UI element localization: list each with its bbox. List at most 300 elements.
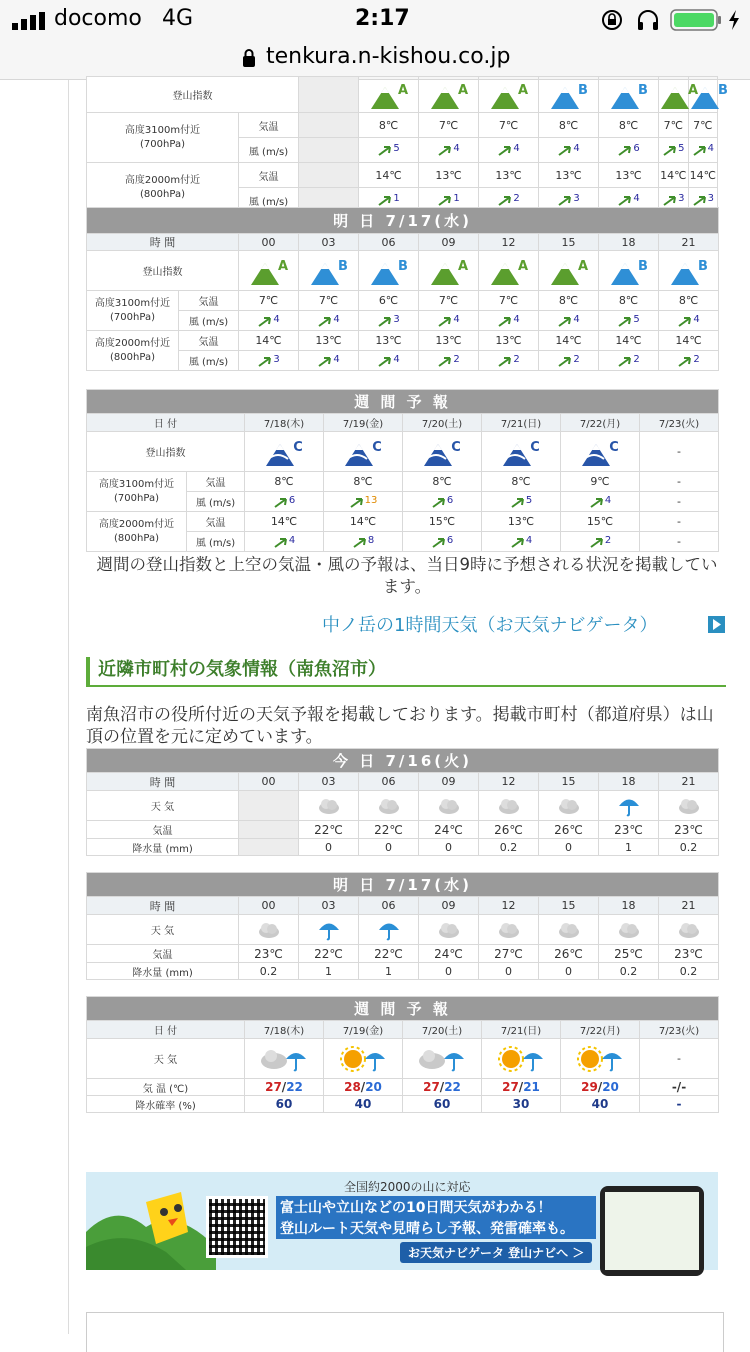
wind-speed: 4 [393,353,400,365]
temp-label: 気温 [187,512,245,532]
wind-speed: 5 [678,143,685,154]
rotation-lock-icon [601,9,623,35]
wind-cell [599,311,659,331]
wind-arrow-icon [617,314,633,328]
table-title: 今 日 7/16(火) [87,749,719,773]
wind-arrow-icon [437,143,453,157]
climb-grade-cell [599,77,659,113]
climb-grade-cell: - [640,432,719,472]
climb-grade-cell [479,77,539,113]
wind-cell [239,351,299,371]
temp-cell: 8℃ [539,291,599,311]
rain-weather-icon [616,795,642,817]
date-cell: 7/18(木) [245,414,324,432]
wind-cell [419,311,479,331]
low-temp: 21 [523,1080,540,1094]
wind-speed: 4 [525,534,533,546]
time-cell: 18 [599,234,659,251]
wind-speed: 2 [513,353,520,365]
time-cell: 00 [239,897,299,915]
weather-cell [324,1039,403,1079]
weather-cell [561,1039,640,1079]
hourly-weather-link-text[interactable]: 中ノ岳の1時間天気（お天気ナビゲータ） [322,615,658,636]
climb-grade-b-icon [669,256,709,286]
wind-arrow-icon [317,354,333,368]
wind-arrow-icon [557,143,573,157]
wind-speed: 4 [288,534,296,546]
temp-cell: 7℃ [419,113,479,138]
network-type: 4G [162,6,194,31]
wind-speed: 4 [573,143,580,154]
wind-cell [659,311,719,331]
wind-speed: 4 [604,494,612,506]
temp-cell: 15℃ [403,512,482,532]
climb-grade-cell [539,251,599,291]
precip-cell: 0 [419,963,479,980]
precip-cell: 1 [599,839,659,856]
weather-label: 天 気 [87,1039,245,1079]
wind-cell [324,532,403,552]
city-weekly-table [86,996,719,1113]
cloud-weather-icon [496,920,522,940]
climb-grade-cell [599,251,659,291]
temp-cell: 13℃ [539,163,599,188]
climb-index-label: 登山指数 [87,432,245,472]
precip-cell: 0 [419,839,479,856]
temp-cell: 7℃ [419,291,479,311]
high-temp: 29 [581,1080,598,1094]
time-cell: 18 [599,897,659,915]
wind-arrow-icon [352,535,368,549]
weather-cell [539,915,599,945]
temp-cell: 22℃ [359,945,419,963]
svg-text:A: A [397,82,408,98]
wind-cell [539,138,599,163]
high-temp: 27 [502,1080,519,1094]
temp-cell: 9℃ [561,472,640,492]
hourly-weather-link[interactable] [322,611,657,637]
weather-cell [299,791,359,821]
wind-cell: - [640,532,719,552]
temp-cell: - [640,512,719,532]
climb-grade-c-icon [264,437,304,467]
wind-arrow-icon [510,495,526,509]
wind-arrow-icon [431,495,447,509]
next-section-box [86,1312,724,1352]
temp-label: 気 温 (℃) [87,1079,245,1096]
wind-arrow-icon [497,354,513,368]
temp-cell: 14℃ [324,512,403,532]
wind-arrow-icon [257,314,273,328]
weather-cell [539,791,599,821]
low-temp: 22 [444,1080,461,1094]
weather-label: 天 気 [87,791,239,821]
weather-cell [599,915,659,945]
wind-cell [403,532,482,552]
svg-text:A: A [457,82,468,98]
weather-cell [419,791,479,821]
temp-cell: 7℃ [688,113,717,138]
wind-arrow-icon [589,535,605,549]
wind-arrow-icon [497,143,513,157]
svg-text:C: C [372,439,382,455]
climb-grade-c-icon [422,437,462,467]
wind-arrow-icon [677,314,693,328]
temp-cell: 14℃ [659,331,719,351]
wind-label: 風 (m/s) [239,138,299,163]
mountain-navi-banner[interactable] [86,1172,718,1270]
time-cell: 03 [299,773,359,791]
grey-cell [299,163,359,188]
temp-cell: 13℃ [419,331,479,351]
table-title: 明 日 7/17(水) [87,873,719,897]
wind-arrow-icon [662,143,678,157]
precip-cell: 0 [539,839,599,856]
time-cell: 21 [659,897,719,915]
weather-cell [359,791,419,821]
temp-label: 気温 [87,945,239,963]
cloud-weather-icon [436,796,462,816]
wind-cell [482,532,561,552]
date-cell: 7/20(土) [403,1021,482,1039]
temp-cell: 25℃ [599,945,659,963]
climb-grade-cell [419,77,479,113]
wind-arrow-icon [557,314,573,328]
time-cell: 09 [419,897,479,915]
mountain-tomorrow-table [86,207,719,371]
climb-grade-a-icon [429,80,469,110]
temp-cell: 22℃ [299,821,359,839]
svg-text:A: A [277,258,288,274]
wind-cell [599,138,659,163]
cloud-weather-icon [556,796,582,816]
temp-cell: 6℃ [359,291,419,311]
wind-speed: 13 [364,494,378,506]
banner-line2: 登山ルート天気や見晴らし予報、発雷確率も。 [276,1217,596,1239]
temp-cell: 14℃ [359,163,419,188]
time-cell: 03 [299,897,359,915]
temp-cell: 22℃ [359,821,419,839]
time-cell: 15 [539,773,599,791]
precip-label: 降水量 (mm) [87,963,239,980]
temp-cell: 24℃ [419,821,479,839]
wind-arrow-icon [273,495,289,509]
climb-grade-cell [245,432,324,472]
climb-grade-a-icon [489,80,529,110]
temp-cell: 23℃ [659,945,719,963]
temp-label: 気温 [179,331,239,351]
precip-cell: 0 [359,839,419,856]
temp-cell: 14℃ [659,163,688,188]
wind-speed: 4 [633,193,640,204]
status-bar [0,0,750,40]
temp-cell: 27/22 [245,1079,324,1096]
wind-arrow-icon [692,193,708,207]
wind-speed: 4 [707,143,714,154]
temp-cell: 7℃ [479,113,539,138]
date-cell: 7/23(火) [640,1021,719,1039]
wind-cell [359,311,419,331]
mountain-weekly-table [86,389,719,552]
wind-speed: 3 [707,193,714,204]
temp-cell: 14℃ [688,163,717,188]
wind-arrow-icon [377,193,393,207]
weather-cell [403,1039,482,1079]
cloud-weather-icon [376,796,402,816]
weather-cell: - [640,1039,719,1079]
wind-arrow-icon [431,535,447,549]
wind-arrow-icon [617,354,633,368]
wind-speed: 2 [453,353,460,365]
temp-cell: 8℃ [482,472,561,492]
wind-arrow-icon [437,314,453,328]
climb-grade-cell [561,432,640,472]
svg-text:A: A [517,258,528,274]
cloud-weather-icon [436,920,462,940]
weather-cell [239,915,299,945]
cloud-weather-icon [256,920,282,940]
climb-grade-b-icon [549,80,589,110]
precip-label: 降水量 (mm) [87,839,239,856]
wind-arrow-icon [317,314,333,328]
temp-cell: 26℃ [539,821,599,839]
temp-label: 気温 [239,163,299,188]
lock-icon [242,48,256,72]
page-content [0,80,750,1334]
temp-cell: 8℃ [324,472,403,492]
wind-speed: 3 [573,193,580,204]
weather-cell [482,1039,561,1079]
temp-cell: - [640,472,719,492]
time-cell: 21 [659,234,719,251]
svg-text:C: C [530,439,540,455]
temp-cell: 28/20 [324,1079,403,1096]
wind-speed: 8 [367,534,375,546]
wind-cell [479,311,539,331]
precip-cell [239,839,299,856]
temp-cell: 8℃ [599,291,659,311]
svg-text:A: A [577,258,588,274]
precip-cell: 0.2 [659,963,719,980]
wind-cell [403,492,482,512]
svg-text:C: C [451,439,461,455]
temp-cell: 8℃ [599,113,659,138]
temp-cell: 27℃ [479,945,539,963]
svg-text:B: B [337,258,348,274]
svg-text:B: B [697,258,708,274]
wind-arrow-icon [349,495,365,509]
temp-label: 気温 [239,113,299,138]
climb-grade-cell [324,432,403,472]
time-cell: 12 [479,234,539,251]
wind-arrow-icon [377,354,393,368]
wind-cell [688,138,717,163]
mountain-mascot-icon [86,1172,216,1270]
alt2000-label: 高度2000m付近 (800hPa) [87,331,179,371]
temp-cell: 8℃ [539,113,599,138]
low-temp: 20 [365,1080,382,1094]
wind-arrow-icon [677,354,693,368]
grey-cell [299,113,359,138]
wind-speed: 6 [633,143,640,154]
temp-cell: 15℃ [561,512,640,532]
time-cell: 03 [299,234,359,251]
wind-label: 風 (m/s) [239,188,299,213]
climb-grade-cell [403,432,482,472]
climb-grade-b-icon [609,80,649,110]
clock: 2:17 [355,6,410,31]
charging-icon [728,10,740,34]
temp-cell: 26℃ [479,821,539,839]
svg-text:A: A [688,82,699,98]
temp-cell: 27/21 [482,1079,561,1096]
wind-arrow-icon [662,193,678,207]
banner-top-text: 全国約2000の山に対応 [344,1180,471,1194]
wind-cell [299,311,359,331]
sun-rain-weather-icon [574,1045,626,1073]
wind-cell [539,351,599,371]
wind-arrow-icon [557,193,573,207]
wind-cell [419,351,479,371]
wind-arrow-icon [497,314,513,328]
weather-cell [239,791,299,821]
wind-speed: 4 [513,143,520,154]
mountain-today-table [86,76,728,213]
precip-cell: - [640,1096,719,1113]
cloud-rain-weather-icon [416,1045,468,1073]
wind-speed: 3 [393,313,400,325]
high-temp: 27 [423,1080,440,1094]
time-cell: 09 [419,773,479,791]
climb-grade-cell [659,77,699,113]
low-temp: 20 [602,1080,619,1094]
temp-cell [239,821,299,839]
wind-speed: 1 [393,193,400,204]
precip-label: 降水確率 (%) [87,1096,245,1113]
wind-speed: 4 [453,313,460,325]
svg-text:A: A [457,258,468,274]
date-label: 日 付 [87,414,245,432]
precip-cell: 40 [324,1096,403,1113]
time-cell: 00 [239,234,299,251]
climb-grade-cell [299,251,359,291]
wind-arrow-icon [617,193,633,207]
wind-cell [359,351,419,371]
climb-grade-cell [479,251,539,291]
temp-cell: 13℃ [479,163,539,188]
url-bar[interactable] [0,40,750,80]
weather-label: 天 気 [87,915,239,945]
climb-index-label: 登山指数 [87,77,299,113]
time-cell: 12 [479,897,539,915]
wind-cell [539,311,599,331]
temp-cell: 7℃ [659,113,688,138]
alt2000-label: 高度2000m付近 (800hPa) [87,163,239,213]
temp-cell: 14℃ [239,331,299,351]
wind-cell [299,351,359,371]
cloud-weather-icon [616,920,642,940]
alt3100-label: 高度3100m付近 (700hPa) [87,472,187,512]
grey-cell [299,77,359,113]
climb-grade-cell [539,77,599,113]
precip-cell: 30 [482,1096,561,1113]
precip-cell: 0.2 [479,839,539,856]
url-text[interactable]: tenkura.n-kishou.co.jp [266,44,511,69]
wind-arrow-icon [437,354,453,368]
time-cell: 00 [239,773,299,791]
precip-cell: 60 [403,1096,482,1113]
time-cell: 21 [659,773,719,791]
banner-line1: 富士山や立山などの10日間天気がわかる！ [276,1196,596,1218]
wind-cell [561,532,640,552]
wind-speed: 6 [288,494,296,506]
precip-cell: 40 [561,1096,640,1113]
banner-button[interactable]: お天気ナビゲータ 登山ナビへ ＞ [400,1242,592,1263]
precip-cell: 0 [479,963,539,980]
sun-rain-weather-icon [495,1045,547,1073]
nearby-description: 南魚沼市の役所付近の天気予報を掲載しております。掲載市町村（都道府県）は山頂の位置を元に定めています。 [86,705,714,747]
temp-cell: 8℃ [659,291,719,311]
temp-cell: 26℃ [539,945,599,963]
wind-cell [561,492,640,512]
climb-grade-cell [359,251,419,291]
svg-text:B: B [717,82,728,98]
play-arrow-icon[interactable] [708,616,725,637]
wind-speed: 6 [446,534,454,546]
climb-grade-cell [359,77,419,113]
time-cell: 12 [479,773,539,791]
wind-speed: 4 [453,143,460,154]
temp-label: 気温 [87,821,239,839]
temp-cell: 13℃ [419,163,479,188]
date-cell: 7/21(日) [482,1021,561,1039]
wind-cell [482,492,561,512]
climb-grade-a-icon [369,80,409,110]
wind-speed: 3 [678,193,685,204]
date-cell: 7/23(火) [640,414,719,432]
city-tomorrow-table [86,872,719,980]
wind-speed: 4 [573,313,580,325]
svg-text:B: B [637,82,648,98]
date-cell: 7/21(日) [482,414,561,432]
temp-cell: 14℃ [599,331,659,351]
wind-cell [479,138,539,163]
date-cell: 7/20(土) [403,414,482,432]
wind-arrow-icon [497,193,513,207]
time-label: 時 間 [87,234,239,251]
climb-grade-cell [659,251,719,291]
wind-speed: 2 [573,353,580,365]
wind-cell [599,351,659,371]
time-cell: 06 [359,897,419,915]
temp-cell: 23℃ [659,821,719,839]
temp-cell: 29/20 [561,1079,640,1096]
wind-cell [659,138,688,163]
wind-speed: 5 [633,313,640,325]
wind-arrow-icon [692,143,708,157]
signal-icon [12,12,48,34]
temp-cell: 13℃ [359,331,419,351]
temp-cell: -/- [640,1079,719,1096]
temp-cell: 13℃ [482,512,561,532]
temp-label: 気温 [187,472,245,492]
wind-label: 風 (m/s) [187,492,245,512]
wind-cell [359,138,419,163]
date-cell: 7/19(金) [324,1021,403,1039]
cloud-weather-icon [556,920,582,940]
wind-speed: 3 [273,353,280,365]
weekly-note: 週間の登山指数と上空の気温・風の予報は、当日9時に予想される状況を掲載しています。 [96,555,718,596]
